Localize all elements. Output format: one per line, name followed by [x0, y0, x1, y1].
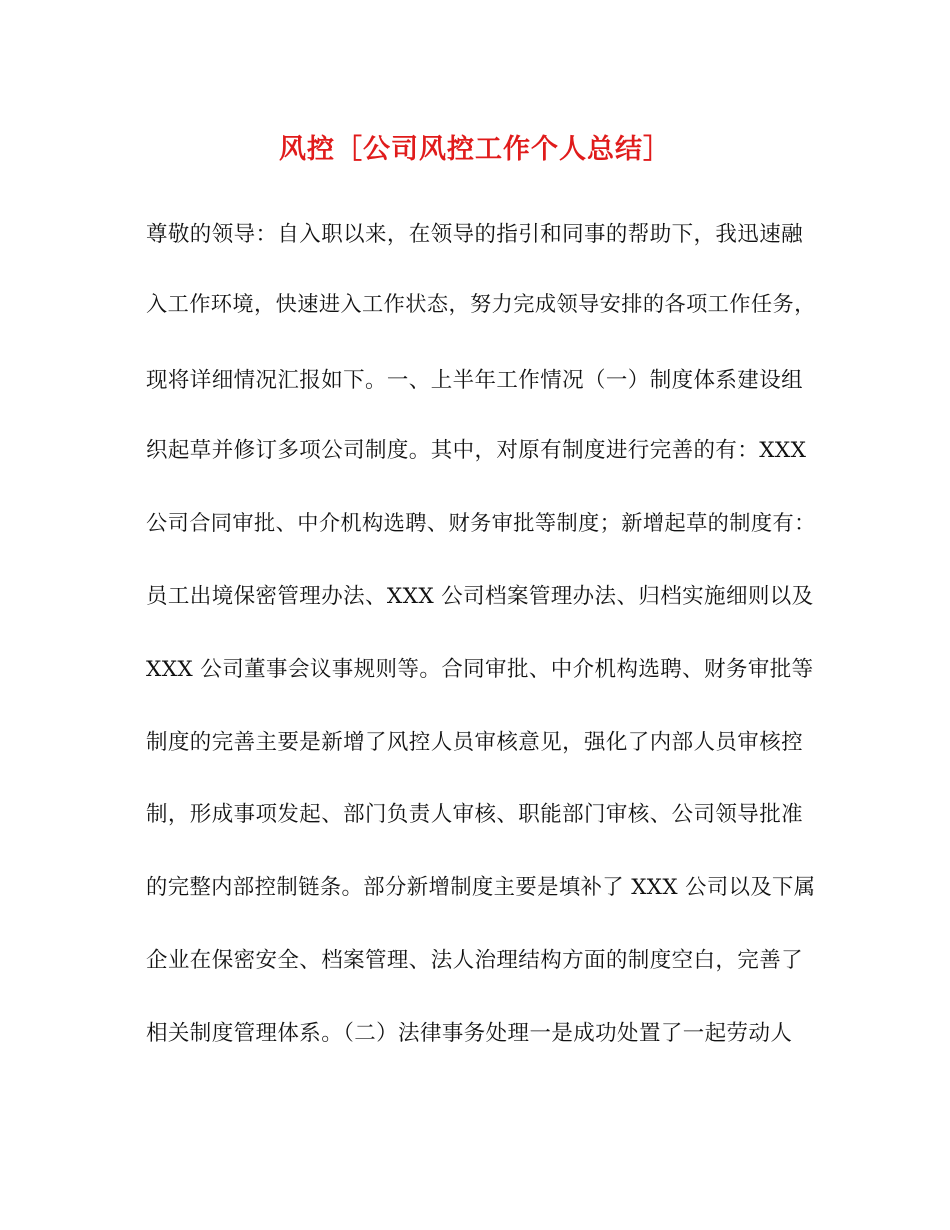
body-line: 员工出境保密管理办法、XXX 公司档案管理办法、归档实施细则以及 — [146, 584, 814, 609]
body-line: XXX 公司董事会议事规则等。合同审批、中介机构选聘、财务审批等 — [146, 657, 814, 682]
body-line: 的完整内部控制链条。部分新增制度主要是填补了 XXX 公司以及下属 — [146, 875, 816, 900]
body-line: 制度的完善主要是新增了风控人员审核意见，强化了内部人员审核控 — [146, 730, 804, 755]
body-line: 现将详细情况汇报如下。一、上半年工作情况（一）制度体系建设组 — [146, 368, 804, 393]
body-line: 公司合同审批、中介机构选聘、财务审批等制度；新增起草的制度有： — [146, 511, 816, 536]
body-line: 相关制度管理体系。（二）法律事务处理一是成功处置了一起劳动人 — [146, 1021, 793, 1046]
document-title: 风控［公司风控工作个人总结］ — [279, 134, 671, 165]
body-line: 制，形成事项发起、部门负责人审核、职能部门审核、公司领导批准 — [146, 802, 804, 827]
body-line: 尊敬的领导：自入职以来，在领导的指引和同事的帮助下，我迅速融 — [146, 222, 804, 247]
body-line: 入工作环境，快速进入工作状态，努力完成领导安排的各项工作任务， — [146, 292, 816, 317]
body-line: 企业在保密安全、档案管理、法人治理结构方面的制度空白，完善了 — [146, 948, 804, 973]
body-line: 织起草并修订多项公司制度。其中，对原有制度进行完善的有：XXX — [146, 438, 807, 463]
